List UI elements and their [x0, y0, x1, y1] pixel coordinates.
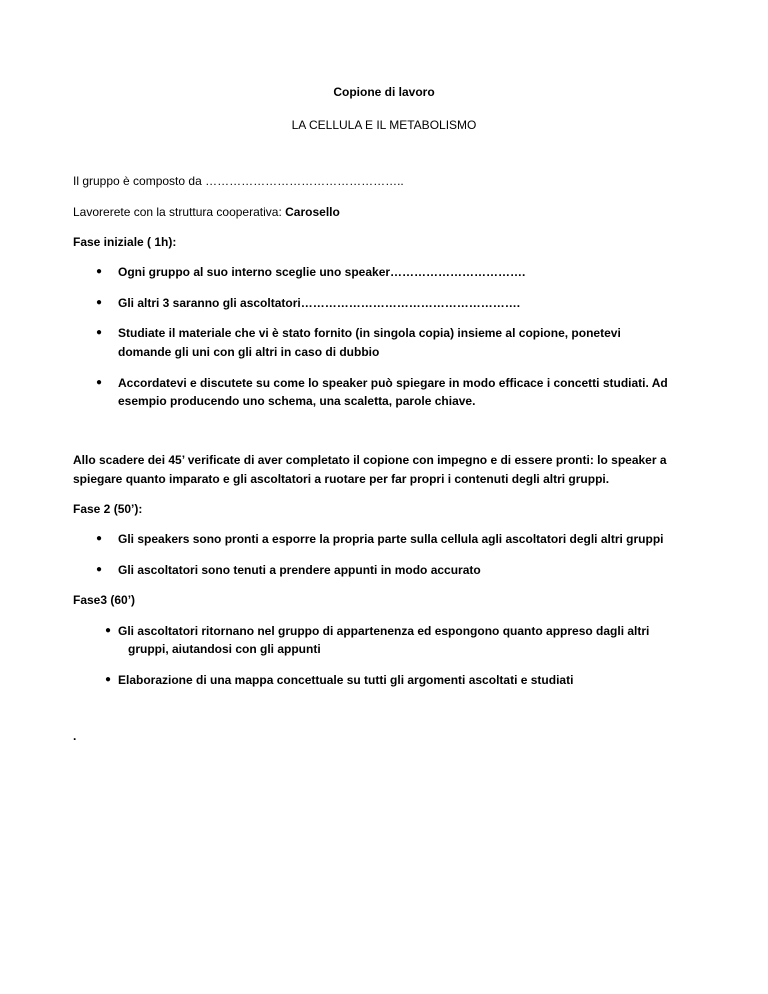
bullet-icon: ●	[105, 674, 112, 685]
instructions-paragraph-line1: Allo scadere dei 45’ verificate di aver completato il copione con impegno e di essere pronti: lo speaker a	[73, 453, 667, 467]
structure-line	[73, 204, 340, 220]
bullet-icon: ●	[96, 377, 103, 388]
trailing-period: .	[73, 729, 77, 743]
bullet-icon: ●	[96, 564, 103, 575]
phase3-item-1-line1: Gli ascoltatori ritornano nel gruppo di appartenenza ed espongono quanto appreso dagli altri	[118, 624, 650, 638]
phase1-heading: Fase iniziale ( 1h):	[73, 235, 177, 249]
phase2-item-1: Gli speakers sono pronti a esporre la propria parte sulla cellula agli ascoltatori degli altri gruppi	[118, 532, 664, 546]
phase3-item-1-line2: gruppi, aiutandosi con gli appunti	[128, 642, 321, 656]
phase1-item-2: Gli altri 3 saranno gli ascoltatori……………………………………………….	[118, 296, 521, 310]
bullet-icon: ●	[96, 327, 103, 338]
bullet-icon: ●	[96, 266, 103, 277]
bullet-icon: ●	[96, 297, 103, 308]
phase1-item-3-line2: domande gli uni con gli altri in caso di dubbio	[118, 345, 380, 359]
phase1-item-1: Ogni gruppo al suo interno sceglie uno speaker…………………………….	[118, 265, 526, 279]
phase3-item-2: Elaborazione di una mappa concettuale su tutti gli argomenti ascoltati e studiati	[118, 673, 574, 687]
instructions-paragraph-line2: spiegare quanto imparato e gli ascoltatori a ruotare per far propri i contenuti degli altri gruppi.	[73, 472, 610, 486]
bullet-icon: ●	[96, 533, 103, 544]
group-composition-line: Il gruppo è composto da …………………………………………..	[73, 174, 404, 188]
phase2-item-2: Gli ascoltatori sono tenuti a prendere appunti in modo accurato	[118, 563, 481, 577]
phase3-heading: Fase3 (60’)	[73, 593, 136, 607]
structure-name: Carosello	[285, 205, 340, 219]
structure-prefix: Lavorerete con la struttura cooperativa:	[73, 205, 286, 219]
document-title: Copione di lavoro	[333, 85, 435, 99]
phase1-item-3-line1: Studiate il materiale che vi è stato fornito (in singola copia) insieme al copione, ponetevi	[118, 326, 621, 340]
phase1-item-4-line2: esempio producendo uno schema, una scaletta, parole chiave.	[118, 394, 476, 408]
phase1-item-4-line1: Accordatevi e discutete su come lo speaker può spiegare in modo efficace i concetti studiati. Ad	[118, 376, 668, 390]
document-subtitle: LA CELLULA E IL METABOLISMO	[291, 118, 477, 132]
phase2-heading: Fase 2 (50’):	[73, 502, 143, 516]
bullet-icon: ●	[105, 625, 112, 636]
